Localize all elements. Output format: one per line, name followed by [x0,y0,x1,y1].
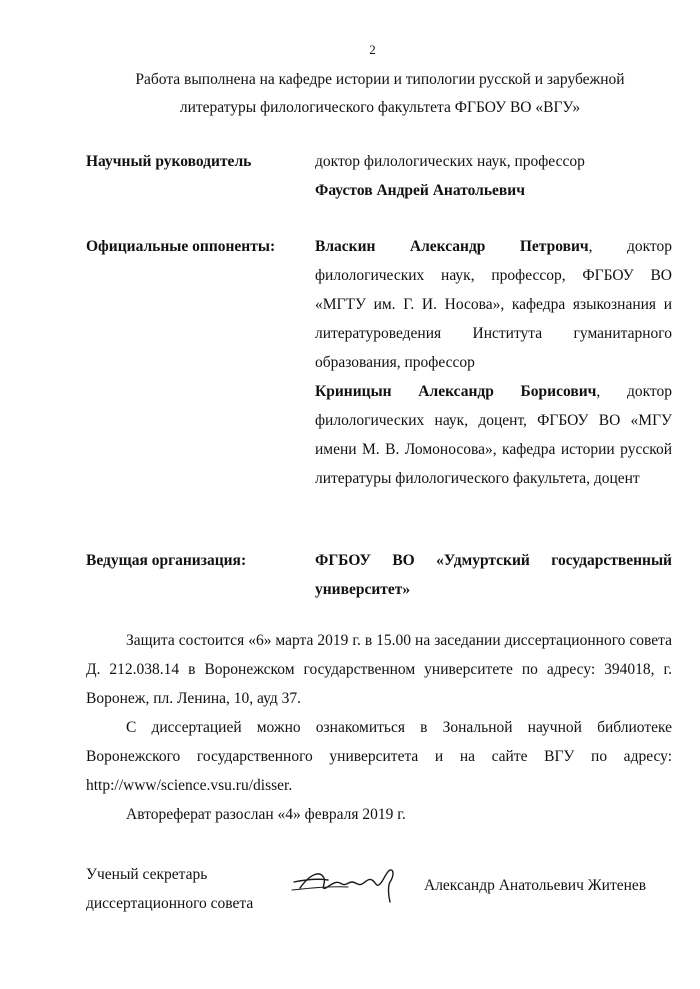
secretary-label [86,860,253,918]
supervisor-name: Фаустов Андрей Анатольевич [315,182,525,199]
secretary-name: Александр Анатольевич Житенев [424,877,647,894]
opponent-1-name: Власкин Александр Петрович [315,238,589,255]
opponent-1 [315,232,672,377]
supervisor-value [315,147,672,205]
opponent-2-name: Криницын Александр Борисович [315,383,597,400]
supervisor-title: доктор филологических наук, профессор [315,153,585,170]
signature-image [290,860,410,910]
defense-paragraph [86,626,672,713]
opponent-1-details: , доктор филологических наук, профессор, ФГБОУ ВО «МГТУ им. Г. И. Носова», кафедра языкознания и литературоведения Института гуманитарного образования, профессор [315,238,672,371]
defense-text: Защита состоится «6» марта 2019 г. в 15.00 на заседании диссертационного совета Д. 212.038.14 в Воронежском государственном университете по адресу: 394018, г. Воронеж, пл. Ленина, 10, ауд 37. [86,632,672,707]
sent-text: Автореферат разослан «4» февраля 2019 г. [126,806,406,823]
header-line-2: литературы филологического факультета ФГБОУ ВО «ВГУ» [179,99,581,116]
header-block [90,66,670,122]
page-number: 2 [369,42,376,57]
library-paragraph [86,713,672,800]
secretary-line-1: Ученый секретарь [86,866,208,883]
header-line-1: Работа выполнена на кафедре истории и типологии русской и зарубежной [135,71,625,88]
opponent-2-details: , доктор филологических наук, доцент, ФГБОУ ВО «МГУ имени М. В. Ломоносова», кафедра истории русской литературы филологического факультета, доцент [315,383,672,487]
leading-org-value: ФГБОУ ВО «Удмуртский государственный университет» [315,552,672,598]
opponents-label: Официальные оппоненты: [86,238,276,255]
opponent-2 [315,377,672,493]
secretary-line-2: диссертационного совета [86,895,254,912]
opponents-value [315,232,672,493]
leading-org-label: Ведущая организация: [86,552,247,569]
library-text: С диссертацией можно ознакомиться в Зональной научной библиотеке Воронежского государственного университета и на сайте ВГУ по адресу: http://www/science.vsu.ru/disser. [86,719,672,794]
supervisor-label: Научный руководитель [86,153,252,170]
sent-paragraph [86,800,672,829]
